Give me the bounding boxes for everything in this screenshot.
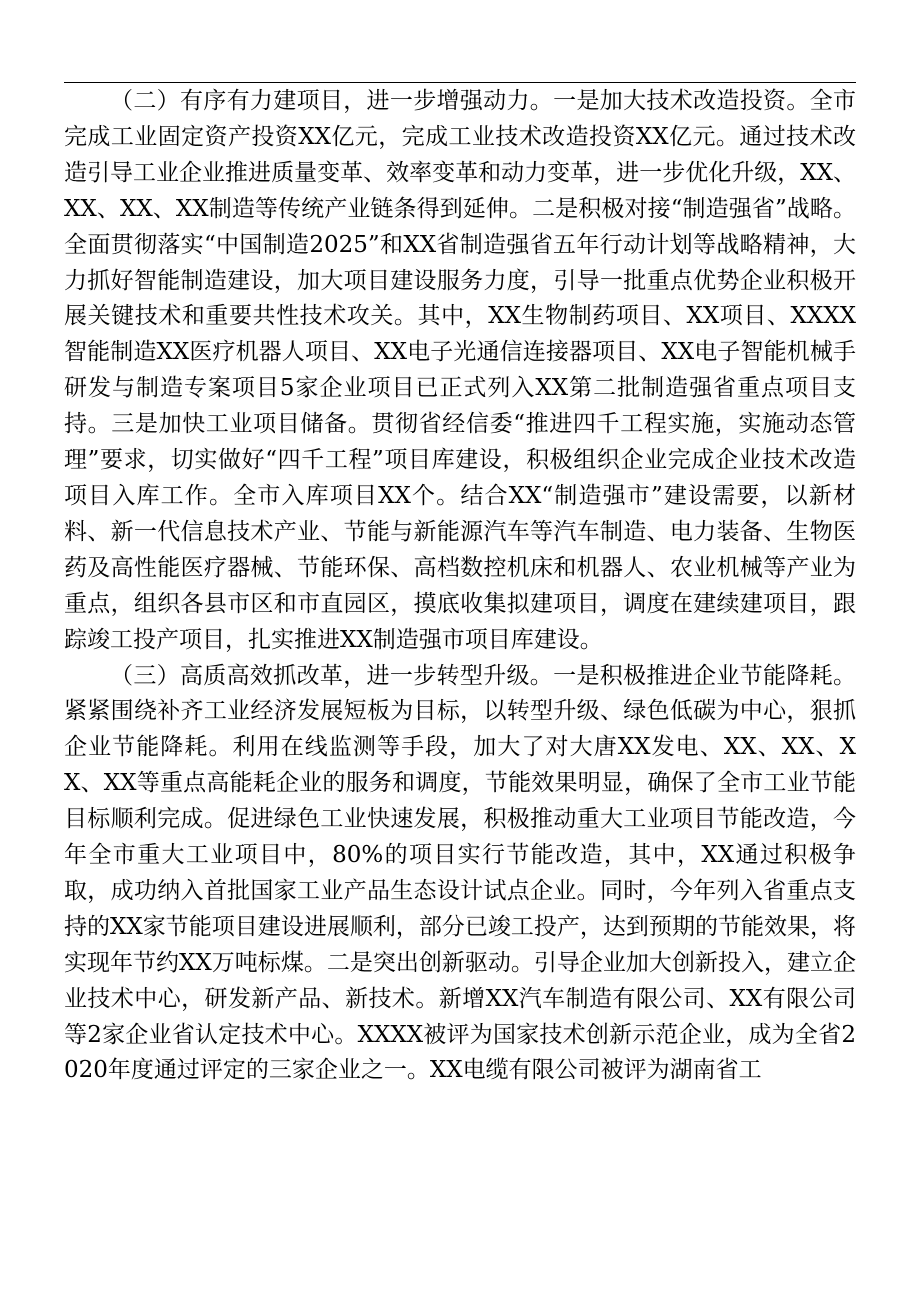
paragraph-projects: （二）有序有力建项目，进一步增强动力。一是加大技术改造投资。全市完成工业固定资产投资XX亿元，完成工业技术改造投资XX亿元。通过技术改造引导工业企业推进质量变革、效率变革和动力变革，进一步优化升级，XX、XX、XX、XX制造等传统产业链条得到延伸。二是积极对接“制造强省”战略。全面贯彻落实“中国制造2025”和XX省制造强省五年行动计划等战略精神，大力抓好智能制造建设，加大项目建设服务力度，引导一批重点优势企业积极开展关键技术和重要共性技术攻关。其中，XX生物制药项目、XX项目、XXXX智能制造XX医疗机器人项目、XX电子光通信连接器项目、XX电子智能机械手研发与制造专案项目5家企业项目已正式列入XX第二批制造强省重点项目支持。三是加快工业项目储备。贯彻省经信委“推进四千工程实施，实施动态管理”要求，切实做好“四千工程”项目库建设，积极组织企业完成企业技术改造项目入库工作。全市入库项目XX个。结合XX“制造强市”建设需要，以新材料、新一代信息技术产业、节能与新能源汽车等汽车制造、电力装备、生物医药及高性能医疗器械、节能环保、高档数控机床和机器人、农业机械等产业为重点，组织各县市区和市直园区，摸底收集拟建项目，调度在建续建项目，跟踪竣工投产项目，扎实推进XX制造强市项目库建设。 (64, 88, 856, 653)
paragraph-reform: （三）高质高效抓改革，进一步转型升级。一是积极推进企业节能降耗。紧紧围绕补齐工业经济发展短板为目标，以转型升级、绿色低碳为中心，狠抓企业节能降耗。利用在线监测等手段，加大了对大唐XX发电、XX、XX、XX、XX等重点高能耗企业的服务和调度，节能效果明显，确保了全市工业节能目标顺利完成。促进绿色工业快速发展，积极推动重大工业项目节能改造，今年全市重大工业项目中，80%的项目实行节能改造，其中，XX通过积极争取，成功纳入首批国家工业产品生态设计试点企业。同时，今年列入省重点支持的XX家节能项目建设进展顺利，部分已竣工投产，达到预期的节能效果，将实现年节约XX万吨标煤。二是突出创新驱动。引导企业加大创新投入，建立企业技术中心，研发新产品、新技术。新增XX汽车制造有限公司、XX有限公司等2家企业省认定技术中心。XXXX被评为国家技术创新示范企业，成为全省2020年度通过评定的三家企业之一。XX电缆有限公司被评为湖南省工 (64, 662, 856, 1084)
header-rule (64, 82, 856, 83)
document-body (64, 84, 856, 1089)
